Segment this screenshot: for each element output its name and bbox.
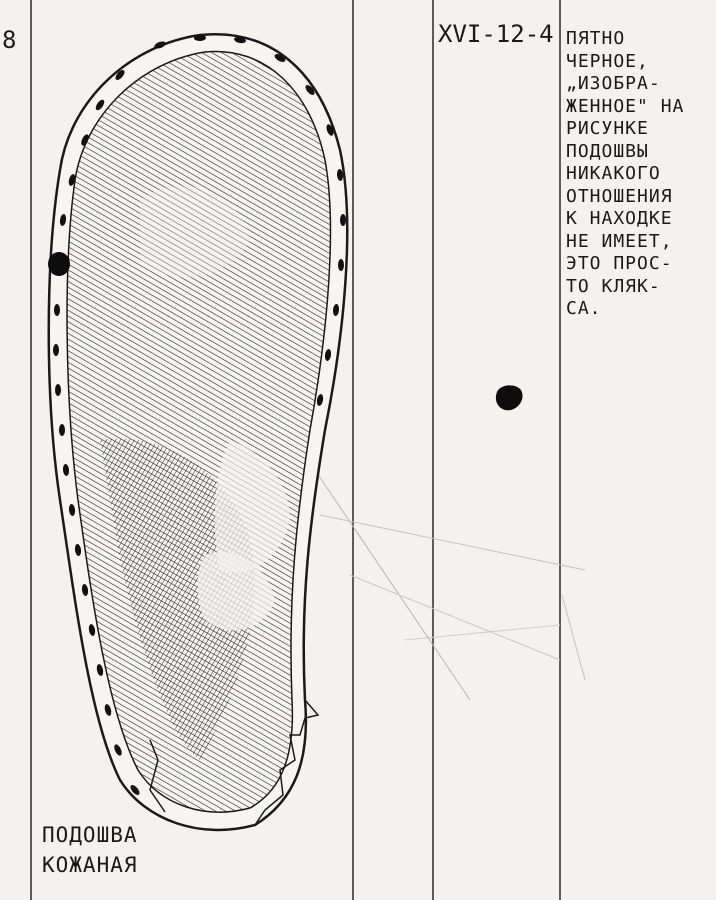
note-line: „ИЗОБРА- [566,73,661,94]
note-line: ПЯТНО [566,28,626,49]
note-line: СА. [566,298,602,319]
note-line: ЧЕРНОЕ, [566,50,649,72]
note-line: НЕ ИМЕЕТ, [566,230,673,252]
row-number: 8 [2,26,18,54]
note-line: К НАХОДКЕ [566,208,673,229]
note-line: ОТНОШЕНИЯ [566,185,673,207]
note-line: ПОДОШВЫ [566,140,649,162]
drawing-caption [42,820,138,880]
note-line: НИКАКОГО [566,163,661,184]
inventory-code: XVI-12-4 [438,20,554,48]
note-line: РИСУНКЕ [566,118,649,139]
note-line: ЭТО ПРОС- [566,253,673,274]
note-line: ТО КЛЯК- [566,275,661,297]
caption-line: ПОДОШВА [42,823,138,847]
note-line: ЖЕННОЕ" НА [566,95,685,117]
caption-line: КОЖАНАЯ [42,853,138,877]
remark-note [566,28,716,321]
